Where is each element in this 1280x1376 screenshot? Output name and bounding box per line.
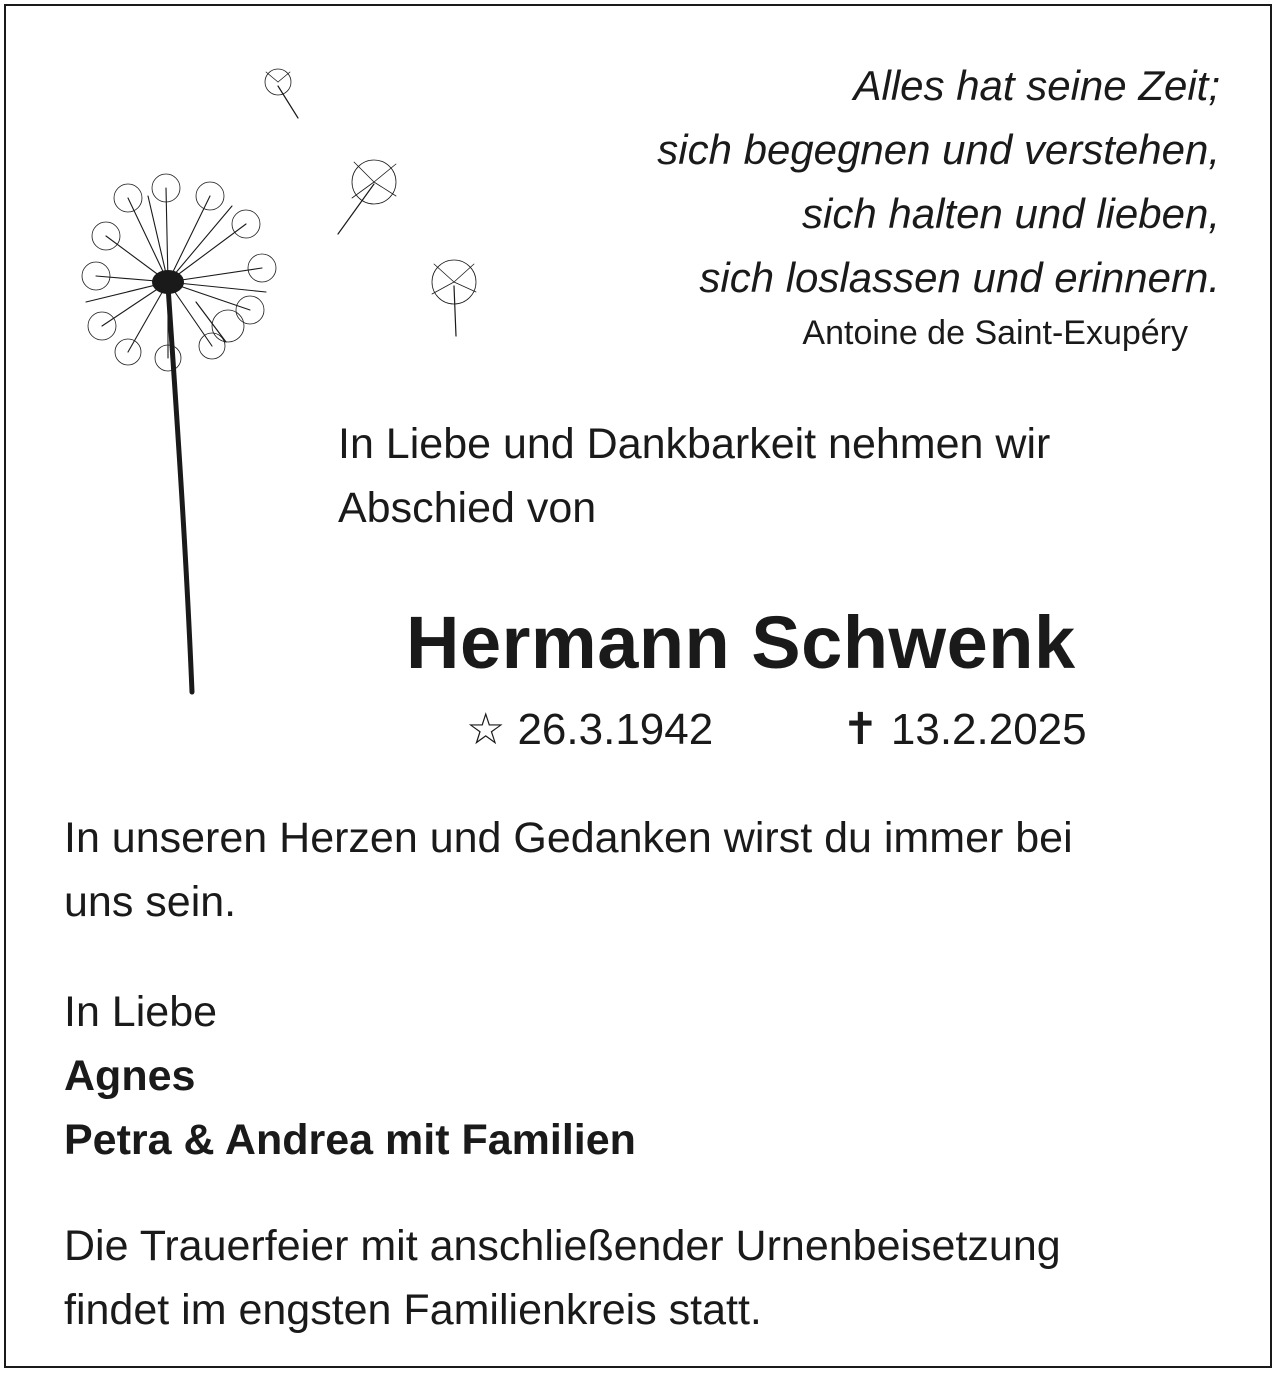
quote-line: Alles hat seine Zeit; <box>853 62 1220 109</box>
deceased-name: Hermann Schwenk <box>406 601 1076 684</box>
death-date <box>842 704 1087 755</box>
signoff <box>64 980 636 1172</box>
memory-line: In unseren Herzen und Gedanken wirst du immer bei <box>64 814 1073 862</box>
obituary-card <box>4 4 1272 1368</box>
notice-line: findet im engsten Familienkreis statt. <box>64 1286 762 1334</box>
quote-line: sich loslassen und erinnern. <box>699 254 1220 301</box>
intro-text <box>338 412 1050 540</box>
quote <box>657 54 1220 310</box>
intro-line: In Liebe und Dankbarkeit nehmen wir <box>338 420 1051 468</box>
signoff-name: Petra & Andrea mit Familien <box>64 1116 636 1164</box>
birth-date-value: 26.3.1942 <box>517 705 714 754</box>
memory-line: uns sein. <box>64 878 237 926</box>
signoff-greeting: In Liebe <box>64 988 218 1036</box>
birth-date <box>466 704 713 755</box>
star-icon: ☆ <box>466 705 506 754</box>
cross-icon: ✝ <box>842 705 879 754</box>
intro-line: Abschied von <box>338 484 597 532</box>
funeral-notice <box>64 1214 1061 1342</box>
quote-author: Antoine de Saint-Exupéry <box>802 314 1188 352</box>
memory-text <box>64 806 1224 934</box>
death-date-value: 13.2.2025 <box>890 705 1087 754</box>
signoff-name: Agnes <box>64 1052 196 1100</box>
notice-line: Die Trauerfeier mit anschließender Urnenbeisetzung <box>64 1222 1061 1270</box>
quote-line: sich begegnen und verstehen, <box>657 126 1220 173</box>
quote-line: sich halten und lieben, <box>802 190 1220 237</box>
